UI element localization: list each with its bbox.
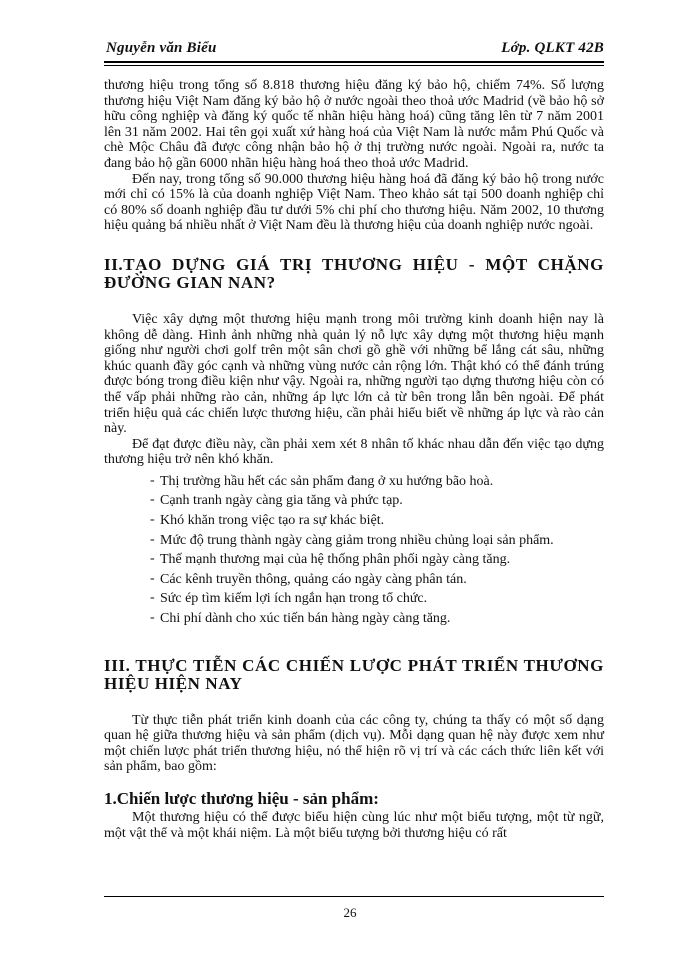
section-2-heading: II.TẠO DỰNG GIÁ TRỊ THƯƠNG HIỆU - MỘT CHẶNG ĐƯỜNG GIAN NAN? — [104, 254, 604, 292]
subsection-1-paragraph-1: Một thương hiệu có thể được biểu hiện cùng lúc như một biểu tượng, một từ ngữ, một vật thể và một khái niệm. Là một biểu tượng bởi thương hiệu có rất — [104, 810, 604, 841]
difficulty-factors-list — [104, 472, 604, 629]
intro-paragraph-2: Đến nay, trong tổng số 90.000 thương hiệu hàng hoá đã đăng ký bảo hộ trong nước mới chỉ có 15% là của doanh nghiệp Việt Nam. Theo khảo sát tại 500 doanh nghiệp chỉ có 80% số doanh nghiệp đầu tư dưới 5% chi phí cho thương hiệu. Năm 2002, 10 thương hiệu quảng bá nhiều nhất ở Việt Nam đều là thương hiệu của doanh nghiệp nước ngoài. — [104, 171, 604, 234]
section-3-paragraph-1: Từ thực tiễn phát triển kinh doanh của các công ty, chúng ta thấy có một số dạng quan hệ giữa thương hiệu và sản phẩm (dịch vụ). Mỗi dạng quan hệ này được xem như một chiến lược phát triển thương hiệu, nó thể hiện rõ vị trí và các cách thức liên kết với sản phẩm, bao gồm: — [104, 712, 604, 775]
page-number: 26 — [343, 905, 357, 920]
section-3-heading: III. THỰC TIỄN CÁC CHIẾN LƯỢC PHÁT TRIỂN THƯƠNG HIỆU HIỆN NAY — [104, 655, 604, 693]
list-item: - Các kênh truyền thông, quảng cáo ngày càng phân tán. — [150, 570, 604, 590]
list-item: - Khó khăn trong việc tạo ra sự khác biệt. — [150, 511, 604, 531]
list-item: - Thế mạnh thương mại của hệ thống phân phối ngày càng tăng. — [150, 550, 604, 570]
page-body — [104, 78, 604, 841]
list-item: - Chi phí dành cho xúc tiến bán hàng ngày càng tăng. — [150, 609, 604, 629]
page-header — [104, 40, 604, 66]
header-author: Nguyễn văn Biểu — [106, 40, 217, 56]
intro-paragraph-1: thương hiệu trong tổng số 8.818 thương hiệu đăng ký bảo hộ, chiếm 74%. Số lượng thương hiệu Việt Nam đăng ký bảo hộ ở nước ngoài theo thoả ước Madrid (về bảo hộ sở hữu công nghiệp và đăng ký quốc tế nhãn hiệu hàng hoá) cũng tăng lên từ 7 năm 2001 lên 31 năm 2002. Hai tên gọi xuất xứ hàng hoá của Việt Nam là nước mắm Phú Quốc và chè Mộc Châu đã được công nhận bảo hộ ở thị trường nước ngoài. Ngoài ra, nước ta đang bảo hộ gần 6000 nhãn hiệu hàng hoá theo thoả ước Madrid. — [104, 78, 604, 171]
section-2-paragraph-2: Để đạt được điều này, cần phải xem xét 8 nhân tố khác nhau dẫn đến việc tạo dựng thương hiệu trở nên khó khăn. — [104, 436, 604, 468]
list-item: - Mức độ trung thành ngày càng giảm trong nhiều chủng loại sản phẩm. — [150, 531, 604, 551]
list-item: - Cạnh tranh ngày càng gia tăng và phức tạp. — [150, 491, 604, 511]
list-item: - Sức ép tìm kiếm lợi ích ngắn hạn trong tổ chức. — [150, 589, 604, 609]
header-rule-thin — [104, 65, 604, 66]
header-rule-thick — [104, 61, 604, 63]
subsection-1-heading: 1.Chiến lược thương hiệu - sản phẩm: — [104, 789, 379, 808]
section-2-paragraph-1: Việc xây dựng một thương hiệu mạnh trong môi trường kinh doanh hiện nay là không dễ dàng. Hình ảnh những nhà quản lý nỗ lực xây dựng một thương hiệu mạnh giống như người chơi golf trên một sân chơi gồ ghề với những bể lắng cát sâu, những khúc quanh đầy góc cạnh và những vùng nước cản rộng lớn. Thật khó có thể đánh trúng được bóng trong điều kiện như vậy. Ngoài ra, những người tạo dựng thương hiệu còn có thể vấp phải những rào cản, những áp lực lớn cả từ bên trong lẫn bên ngoài. Để phát triển hiệu quả các chiến lược thương hiệu, cần phải hiểu biết về những áp lực và rào cản này. — [104, 311, 604, 437]
footer-rule — [104, 896, 604, 897]
header-class: Lớp. QLKT 42B — [501, 40, 604, 56]
list-item: - Thị trường hầu hết các sản phẩm đang ở xu hướng bão hoà. — [150, 472, 604, 492]
